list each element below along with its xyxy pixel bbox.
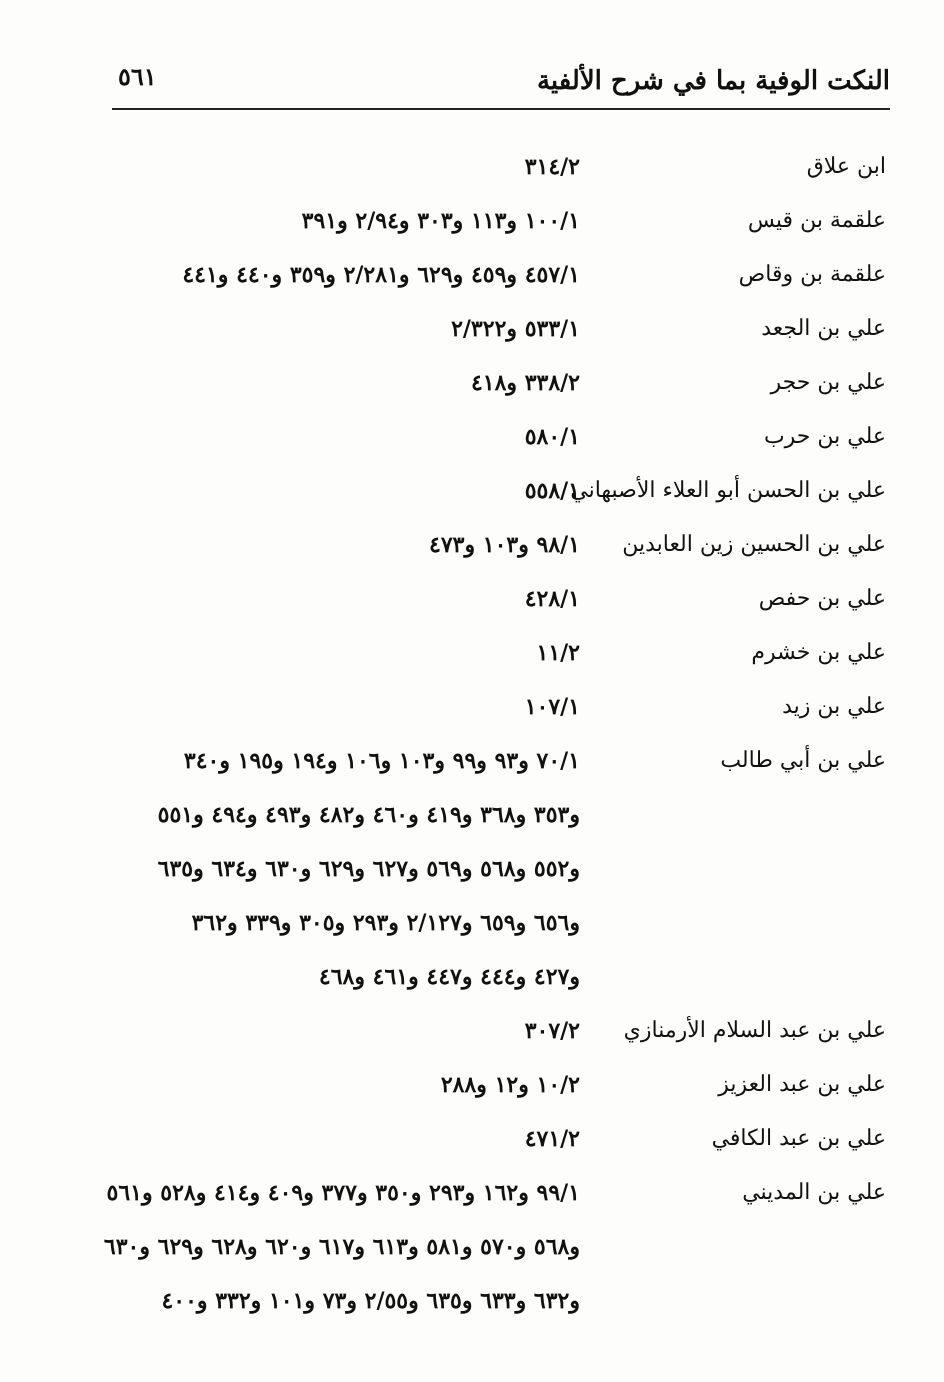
reference-line: ٥٥٨/١: [524, 478, 580, 504]
page-header: [112, 62, 890, 102]
reference-line: ١٠/٢ و١٢ و٢٨٨: [440, 1072, 580, 1098]
entry-references: [100, 1112, 580, 1166]
reference-line: ٩٩/١ و١٦٢ و٢٩٣ و٣٥٠ و٣٧٧ و٤٠٩ و٤١٤ و٥٢٨ و٥٦١: [106, 1180, 580, 1206]
page-number: ٥٦١: [118, 62, 157, 91]
entry-references: [100, 302, 580, 356]
reference-line: و٣٥٣ و٣٦٨ و٤١٩ و٤٦٠ و٤٨٢ و٤٩٣ و٤٩٤ و٥٥١: [157, 802, 580, 828]
entry-name: علي بن أبي طالب: [720, 748, 886, 773]
reference-line: و٥٥٢ و٥٦٨ و٥٦٩ و٦٢٧ و٦٢٩ و٦٣٠ و٦٣٤ و٦٣٥: [157, 856, 580, 882]
reference-line: ٧٠/١ و٩٣ و٩٩ و١٠٣ و١٠٦ و١٩٤ و١٩٥ و٣٤٠: [183, 748, 580, 774]
reference-line: ٤٥٧/١ و٤٥٩ و٦٢٩ و٢/٢٨١ و٣٥٩ و٤٤٠ و٤٤١: [182, 262, 580, 288]
reference-line: ١٠٠/١ و١١٣ و٣٠٣ و٢/٩٤ و٣٩١: [301, 208, 580, 234]
index-entry: [100, 1058, 886, 1112]
entry-name: علقمة بن قيس: [747, 208, 886, 233]
entry-name: ابن علاق: [806, 154, 886, 179]
index-entry: [100, 572, 886, 626]
reference-line: و٤٢٧ و٤٤٤ و٤٤٧ و٤٦١ و٤٦٨: [318, 964, 580, 990]
reference-line: و٥٦٨ و٥٧٠ و٥٨١ و٦١٣ و٦١٧ و٦٢٠ و٦٢٨ و٦٢٩ و٦٣٠: [103, 1234, 580, 1260]
entry-references: [100, 680, 580, 734]
entry-name: علي بن حرب: [763, 424, 886, 449]
name-index: [100, 140, 886, 1328]
index-entry: [100, 518, 886, 572]
reference-line: ١٠٧/١: [524, 694, 580, 720]
reference-line: ٥٨٠/١: [524, 424, 580, 450]
index-entry: [100, 1004, 886, 1058]
reference-line: ٥٣٣/١ و٢/٣٢٢: [451, 316, 580, 342]
entry-name: علقمة بن وقاص: [738, 262, 886, 287]
entry-name: علي بن خشرم: [751, 640, 886, 665]
entry-references: [100, 464, 580, 518]
entry-name: علي بن الحسين زين العابدين: [622, 532, 886, 557]
entry-references: [100, 248, 580, 302]
entry-references: [100, 518, 580, 572]
index-entry: [100, 464, 886, 518]
entry-references: [100, 194, 580, 248]
index-entry: [100, 1166, 886, 1328]
entry-name: علي بن عبد العزيز: [718, 1072, 886, 1097]
entry-references: [100, 1004, 580, 1058]
reference-line: ٣٠٧/٢: [524, 1018, 580, 1044]
index-entry: [100, 410, 886, 464]
entry-references: [100, 626, 580, 680]
entry-name: علي بن عبد السلام الأرمنازي: [623, 1018, 886, 1043]
book-title: النكت الوفية بما في شرح الألفية: [536, 66, 890, 96]
entry-name: علي بن الجعد: [761, 316, 886, 341]
entry-name: علي بن حفص: [758, 586, 886, 611]
entry-references: [100, 140, 580, 194]
reference-line: ٣٣٨/٢ و٤١٨: [470, 370, 580, 396]
entry-name: علي بن حجر: [770, 370, 886, 395]
index-entry: [100, 248, 886, 302]
index-entry: [100, 680, 886, 734]
reference-line: ٤٧١/٢: [524, 1126, 580, 1152]
index-entry: [100, 626, 886, 680]
entry-name: علي بن المديني: [742, 1180, 886, 1205]
entry-references: [100, 356, 580, 410]
index-entry: [100, 734, 886, 1004]
reference-line: ١١/٢: [536, 640, 580, 666]
index-entry: [100, 194, 886, 248]
entry-name: علي بن زيد: [782, 694, 886, 719]
entry-references: [100, 572, 580, 626]
reference-line: و٦٣٢ و٦٣٣ و٦٣٥ و٢/٥٥ و٧٣ و١٠١ و٣٣٢ و٤٠٠: [161, 1288, 580, 1314]
reference-line: ٩٨/١ و١٠٣ و٤٧٣: [429, 532, 580, 558]
entry-name: علي بن الحسن أبو العلاء الأصبهاني: [570, 478, 886, 503]
entry-references: [100, 1058, 580, 1112]
reference-line: ٤٢٨/١: [524, 586, 580, 612]
header-rule: [112, 108, 890, 110]
entry-references: [100, 1166, 580, 1328]
index-entry: [100, 1112, 886, 1166]
entry-references: [100, 410, 580, 464]
reference-line: و٦٥٦ و٦٥٩ و٢/١٢٧ و٢٩٣ و٣٠٥ و٣٣٩ و٣٦٢: [191, 910, 580, 936]
index-entry: [100, 140, 886, 194]
reference-line: ٣١٤/٢: [524, 154, 580, 180]
index-entry: [100, 302, 886, 356]
entry-name: علي بن عبد الكافي: [711, 1126, 886, 1151]
index-entry: [100, 356, 886, 410]
entry-references: [100, 734, 580, 1004]
